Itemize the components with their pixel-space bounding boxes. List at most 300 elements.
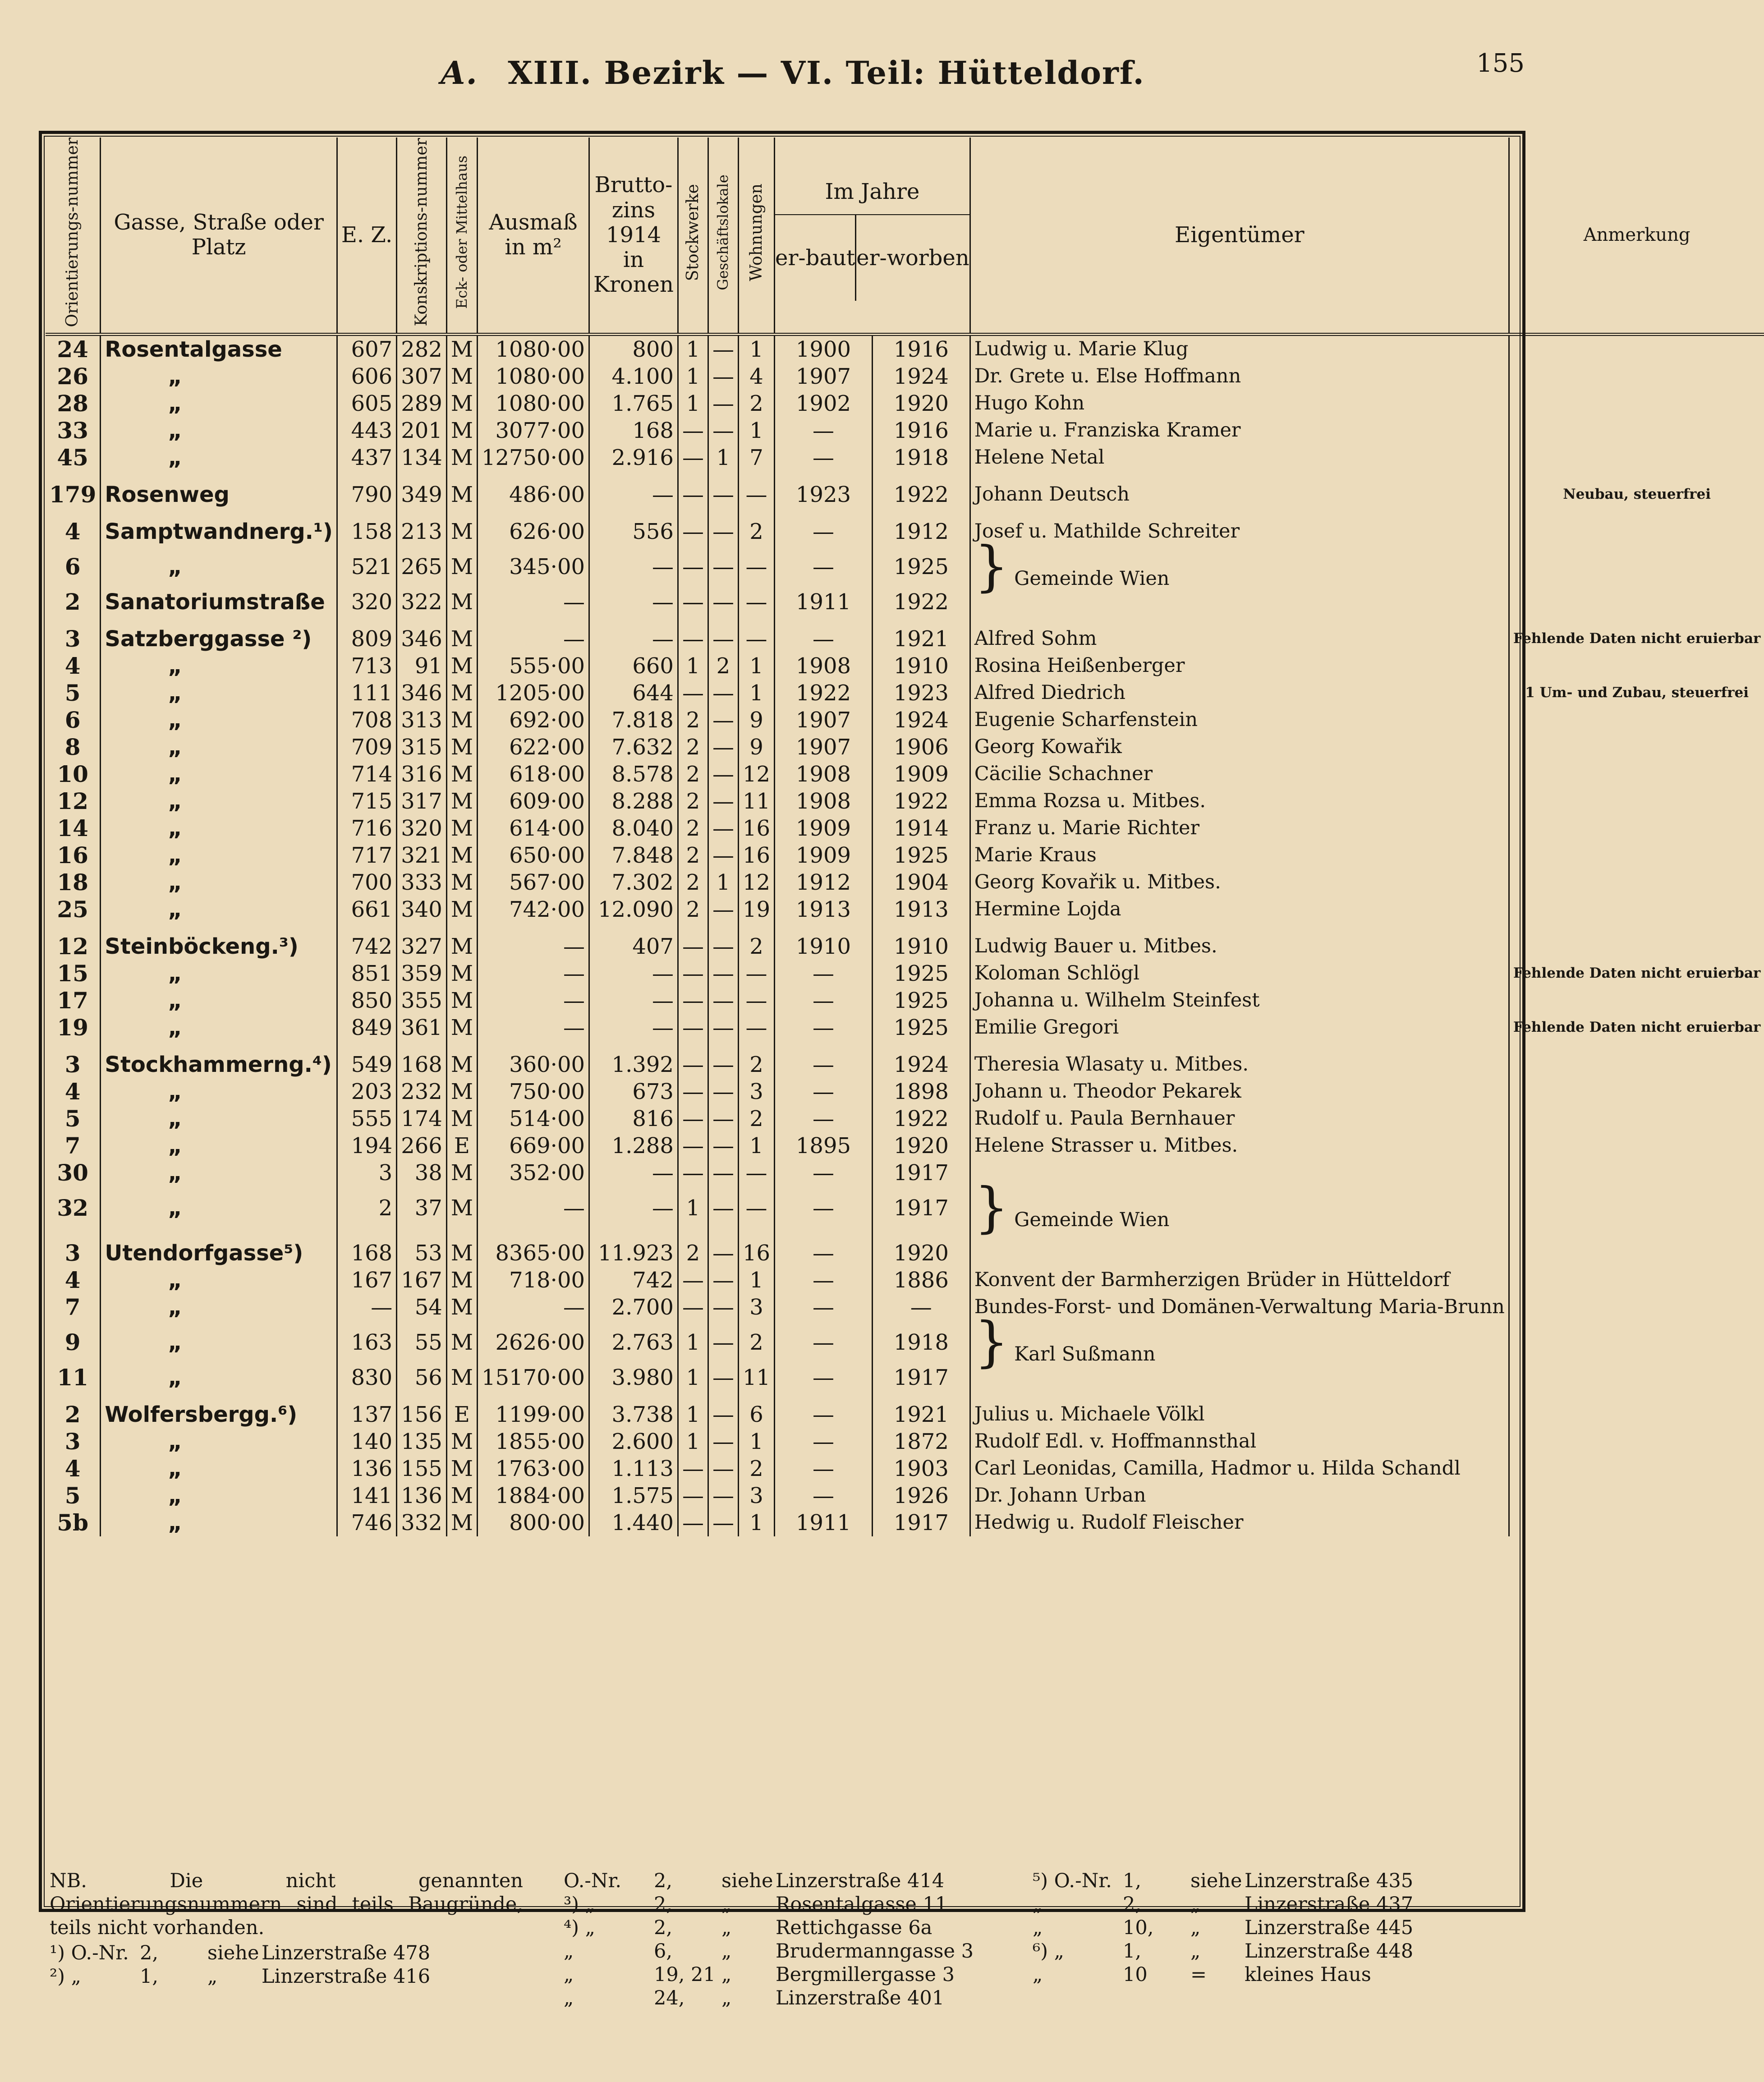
col-konskription: Konskriptions-nummer (397, 138, 447, 334)
col-gasse: Gasse, Straße oder Platz (101, 138, 337, 334)
cell-ez: 141 (337, 1482, 396, 1509)
cell-erworben: 1886 (872, 1267, 970, 1294)
orientierungsnummer: 3 (64, 1428, 81, 1455)
cell-wo: 12 (738, 761, 774, 788)
cell-erworben: 1925 (872, 987, 970, 1014)
cell-wo: — (738, 588, 774, 616)
owner: Ludwig Bauer u. Mitbes. (970, 923, 1509, 960)
cell-wo: 1 (738, 680, 774, 707)
cell-ausmass: 1080·00 (477, 390, 589, 417)
cell-st: — (678, 508, 708, 545)
street-name: „ (101, 417, 337, 444)
anmerkung (1509, 444, 1764, 471)
cell-erworben: 1925 (872, 1014, 970, 1041)
cell-ausmass: 742·00 (477, 896, 589, 923)
cell-gl: — (708, 471, 738, 508)
cell-erbaut: 1909 (775, 815, 873, 842)
col-stockwerke: Stockwerke (678, 138, 708, 334)
cell-erbaut: — (775, 1014, 873, 1041)
table-row (46, 788, 1764, 815)
table-row (46, 390, 1764, 417)
table-row (46, 1078, 1764, 1105)
cell-st: — (678, 960, 708, 987)
orientierungsnummer: 8 (64, 733, 81, 760)
owner: Bundes-Forst- und Domänen-Verwaltung Maria-Brunn (970, 1294, 1509, 1321)
cell-eck: M (446, 1428, 477, 1455)
anmerkung: 1 Um- und Zubau, steuerfrei (1509, 680, 1764, 707)
street-name: „ (101, 1105, 337, 1132)
cell-wo: 12 (738, 869, 774, 896)
cell-zins: 3.738 (589, 1391, 678, 1428)
cell-gl: — (708, 761, 738, 788)
cell-wo: 1 (738, 1132, 774, 1159)
street-name: „ (101, 653, 337, 680)
cell-ausmass: 622·00 (477, 734, 589, 761)
cell-wo: — (738, 960, 774, 987)
cell-eck: M (446, 1105, 477, 1132)
owner: Emma Rozsa u. Mitbes. (970, 788, 1509, 815)
cell-kn: 168 (397, 1041, 447, 1078)
cell-erbaut: — (775, 1455, 873, 1482)
cell-erworben: 1920 (872, 390, 970, 417)
anmerkung (1509, 363, 1764, 390)
cell-erworben: 1920 (872, 1230, 970, 1267)
cell-erbaut: 1911 (775, 1509, 873, 1536)
cell-wo: 2 (738, 390, 774, 417)
col-ausmass: Ausmaß in m² (477, 138, 589, 334)
anmerkung (1509, 588, 1764, 616)
table-frame (39, 131, 1761, 1912)
table-row (46, 1186, 1764, 1230)
cell-gl: — (708, 987, 738, 1014)
cell-wo: 9 (738, 734, 774, 761)
owner: Carl Leonidas, Camilla, Hadmor u. Hilda Schandl (970, 1455, 1509, 1482)
cell-erworben: 1917 (872, 1186, 970, 1230)
cell-zins: 2.916 (589, 444, 678, 471)
cell-eck: M (446, 1041, 477, 1078)
cell-erworben: 1925 (872, 545, 970, 588)
cell-kn: 265 (397, 545, 447, 588)
street-name: Wolfersbergg.⁶) (101, 1391, 337, 1428)
cell-zins: — (589, 471, 678, 508)
cell-ausmass: 618·00 (477, 761, 589, 788)
cell-ez: 443 (337, 417, 396, 444)
cell-eck: M (446, 734, 477, 761)
orientierungsnummer: 4 (64, 518, 81, 545)
anmerkung: Fehlende Daten nicht eruierbar (1509, 616, 1764, 653)
owner: Konvent der Barmherzigen Brüder in Hütteldorf (970, 1267, 1509, 1294)
cell-st: 2 (678, 761, 708, 788)
owner: Ludwig u. Marie Klug (970, 334, 1509, 363)
orientierungsnummer: 7 (64, 1132, 81, 1159)
cell-st: — (678, 444, 708, 471)
col-ez: E. Z. (337, 138, 396, 334)
cell-ausmass: — (477, 1294, 589, 1321)
cell-erbaut: — (775, 444, 873, 471)
cell-kn: 349 (397, 471, 447, 508)
cell-ausmass: 1763·00 (477, 1455, 589, 1482)
table-row (46, 1132, 1764, 1159)
cell-erworben: 1903 (872, 1455, 970, 1482)
cell-ez: — (337, 1294, 396, 1321)
cell-gl: — (708, 334, 738, 363)
cell-zins: 556 (589, 508, 678, 545)
cell-eck: M (446, 1455, 477, 1482)
cell-eck: M (446, 417, 477, 444)
cell-zins: — (589, 987, 678, 1014)
cell-st: 2 (678, 896, 708, 923)
cell-ez: 742 (337, 923, 396, 960)
cell-ez: 709 (337, 734, 396, 761)
cell-st: — (678, 1294, 708, 1321)
cell-ausmass: 626·00 (477, 508, 589, 545)
table-row (46, 1364, 1764, 1391)
street-name: „ (101, 1159, 337, 1186)
footnote-row: „ 2, „ Linzerstraße 437 (1033, 1893, 1414, 1916)
cell-erworben: 1922 (872, 471, 970, 508)
cell-zins: 1.113 (589, 1455, 678, 1482)
cell-erworben: 1916 (872, 334, 970, 363)
cell-zins: 7.848 (589, 842, 678, 869)
cell-ausmass: 750·00 (477, 1078, 589, 1105)
cell-st: — (678, 471, 708, 508)
cell-eck: M (446, 1230, 477, 1267)
table-row (46, 923, 1764, 960)
street-name: Rosenweg (101, 471, 337, 508)
cell-wo: 1 (738, 417, 774, 444)
cell-erworben: 1917 (872, 1509, 970, 1536)
orientierungsnummer: 10 (57, 760, 88, 787)
orientierungsnummer: 5 (64, 679, 81, 706)
cell-ez: 746 (337, 1509, 396, 1536)
orientierungsnummer: 12 (57, 933, 88, 960)
cell-erbaut: — (775, 987, 873, 1014)
cell-kn: 346 (397, 680, 447, 707)
cell-ausmass: 614·00 (477, 815, 589, 842)
cell-ez: 830 (337, 1364, 396, 1391)
street-name: „ (101, 896, 337, 923)
cell-zins: — (589, 1014, 678, 1041)
table-row (46, 987, 1764, 1014)
table-row (46, 545, 1764, 588)
cell-ez: 163 (337, 1321, 396, 1364)
anmerkung (1509, 1230, 1764, 1267)
anmerkung (1509, 896, 1764, 923)
cell-wo: 1 (738, 334, 774, 363)
owner (970, 1310, 1509, 1374)
cell-kn: 333 (397, 869, 447, 896)
cell-gl: — (708, 508, 738, 545)
cell-wo: 16 (738, 815, 774, 842)
owner: Helene Strasser u. Mitbes. (970, 1132, 1509, 1159)
table-row (46, 616, 1764, 653)
cell-st: — (678, 1267, 708, 1294)
anmerkung (1509, 761, 1764, 788)
anmerkung (1509, 842, 1764, 869)
table-row (46, 471, 1764, 508)
cell-ausmass: — (477, 987, 589, 1014)
table-row (46, 653, 1764, 680)
cell-gl: — (708, 788, 738, 815)
cell-erworben: 1925 (872, 842, 970, 869)
cell-wo: 16 (738, 842, 774, 869)
cell-zins: 7.632 (589, 734, 678, 761)
street-name: „ (101, 987, 337, 1014)
cell-st: — (678, 1078, 708, 1105)
footnote-row: „ 24, „ Linzerstraße 401 (564, 1987, 945, 2009)
table-row (46, 680, 1764, 707)
anmerkung (1509, 1391, 1764, 1428)
cell-erworben: 1898 (872, 1078, 970, 1105)
cell-kn: 320 (397, 815, 447, 842)
street-name: Steinböckeng.³) (101, 923, 337, 960)
cell-ez: 549 (337, 1041, 396, 1078)
cell-ez: 3 (337, 1159, 396, 1186)
cell-zins: 742 (589, 1267, 678, 1294)
cell-wo: 2 (738, 1105, 774, 1132)
cell-erworben: 1925 (872, 960, 970, 987)
cell-ausmass: — (477, 616, 589, 653)
cell-erworben: 1910 (872, 653, 970, 680)
cell-gl: — (708, 1509, 738, 1536)
cell-eck: M (446, 896, 477, 923)
cell-erworben: 1913 (872, 896, 970, 923)
cell-ez: 849 (337, 1014, 396, 1041)
cell-erbaut: — (775, 1186, 873, 1230)
cell-gl: — (708, 1230, 738, 1267)
orientierungsnummer: 45 (57, 444, 88, 471)
owner: Josef u. Mathilde Schreiter (970, 508, 1509, 545)
orientierungsnummer: 7 (64, 1293, 81, 1320)
cell-ez: 605 (337, 390, 396, 417)
street-name: „ (101, 869, 337, 896)
cell-erworben: 1912 (872, 508, 970, 545)
footnote-row: „ 19, 21 „ Bergmillergasse 3 (564, 1963, 955, 1986)
cell-kn: 174 (397, 1105, 447, 1132)
cell-gl: — (708, 1186, 738, 1230)
cell-st: 1 (678, 1428, 708, 1455)
cell-zins: 407 (589, 923, 678, 960)
cell-eck: M (446, 707, 477, 734)
owner (970, 588, 1509, 616)
owner: Marie u. Franziska Kramer (970, 417, 1509, 444)
col-wohnungen: Wohnungen (738, 138, 774, 334)
cell-erbaut: 1900 (775, 334, 873, 363)
footnote-col3 (1033, 1869, 1479, 1986)
cell-wo: 2 (738, 923, 774, 960)
cell-erbaut: — (775, 1230, 873, 1267)
footnote-row: O.-Nr. 2, siehe Linzerstraße 414 (564, 1870, 945, 1892)
cell-ez: 661 (337, 896, 396, 923)
cell-wo: 1 (738, 1267, 774, 1294)
cell-kn: 346 (397, 616, 447, 653)
table-row (46, 960, 1764, 987)
cell-erbaut: 1910 (775, 923, 873, 960)
table-row (46, 417, 1764, 444)
cell-ez: 714 (337, 761, 396, 788)
footnote-row: „ 10 = kleines Haus (1033, 1963, 1371, 1986)
cell-st: 1 (678, 1391, 708, 1428)
cell-eck: M (446, 842, 477, 869)
cell-kn: 53 (397, 1230, 447, 1267)
cell-erworben: 1909 (872, 761, 970, 788)
cell-zins: 816 (589, 1105, 678, 1132)
section-letter: A. (441, 54, 478, 92)
table-row (46, 707, 1764, 734)
cell-ausmass: — (477, 960, 589, 987)
cell-eck: M (446, 508, 477, 545)
orientierungsnummer: 5b (57, 1509, 89, 1536)
orientierungsnummer: 6 (64, 706, 81, 733)
cell-ausmass: 650·00 (477, 842, 589, 869)
owner (970, 1176, 1509, 1239)
cell-zins: 8.040 (589, 815, 678, 842)
cell-ez: 158 (337, 508, 396, 545)
street-name: „ (101, 1321, 337, 1364)
cell-st: — (678, 417, 708, 444)
cell-kn: 361 (397, 1014, 447, 1041)
cell-st: — (678, 680, 708, 707)
anmerkung (1509, 987, 1764, 1014)
street-name: „ (101, 1455, 337, 1482)
cell-eck: M (446, 869, 477, 896)
cell-erbaut: 1907 (775, 707, 873, 734)
cell-eck: E (446, 1132, 477, 1159)
anmerkung: Fehlende Daten nicht eruierbar (1509, 1014, 1764, 1041)
cell-zins: 1.440 (589, 1509, 678, 1536)
cell-wo: 9 (738, 707, 774, 734)
cell-kn: 201 (397, 417, 447, 444)
cell-eck: M (446, 390, 477, 417)
anmerkung (1509, 1186, 1764, 1230)
cell-gl: — (708, 960, 738, 987)
cell-kn: 37 (397, 1186, 447, 1230)
owner: Julius u. Michaele Völkl (970, 1391, 1509, 1428)
cell-erworben: — (872, 1294, 970, 1321)
footnote-row: „ 6, „ Brudermanngasse 3 (564, 1940, 974, 1963)
cell-wo: 2 (738, 1041, 774, 1078)
cell-erworben: 1921 (872, 616, 970, 653)
cell-st: 2 (678, 842, 708, 869)
cell-st: — (678, 616, 708, 653)
cell-erbaut: 1908 (775, 788, 873, 815)
cell-wo: 11 (738, 788, 774, 815)
cell-gl: — (708, 1482, 738, 1509)
cell-erbaut: 1911 (775, 588, 873, 616)
cell-eck: M (446, 471, 477, 508)
cell-gl: — (708, 1455, 738, 1482)
orientierungsnummer: 33 (57, 417, 88, 444)
page-title (0, 54, 1585, 92)
cell-erbaut: 1908 (775, 653, 873, 680)
cell-erbaut: 1913 (775, 896, 873, 923)
cell-ausmass: 3077·00 (477, 417, 589, 444)
cell-eck: M (446, 788, 477, 815)
orientierungsnummer: 4 (64, 652, 81, 679)
table-row (46, 334, 1764, 363)
owner: Johann Deutsch (970, 471, 1509, 508)
cell-eck: M (446, 761, 477, 788)
cell-erworben: 1917 (872, 1364, 970, 1391)
owner (970, 1230, 1509, 1267)
street-name: „ (101, 1132, 337, 1159)
cell-erbaut: 1907 (775, 734, 873, 761)
table-row (46, 1482, 1764, 1509)
orientierungsnummer: 17 (57, 987, 88, 1014)
orientierungsnummer: 4 (64, 1266, 81, 1293)
col-bruttozins: Brutto-zins 1914 in Kronen (589, 138, 678, 334)
cell-ez: 555 (337, 1105, 396, 1132)
table-row (46, 444, 1764, 471)
cell-kn: 317 (397, 788, 447, 815)
cell-ez: 194 (337, 1132, 396, 1159)
cell-eck: M (446, 987, 477, 1014)
table-row (46, 734, 1764, 761)
cell-eck: M (446, 1364, 477, 1391)
cell-erbaut: 1912 (775, 869, 873, 896)
cell-wo: — (738, 616, 774, 653)
street-name: Utendorfgasse⁵) (101, 1230, 337, 1267)
cell-gl: — (708, 545, 738, 588)
col-orientierungsnummer: Orientierungs-nummer (46, 138, 101, 334)
owner: Rudolf u. Paula Bernhauer (970, 1105, 1509, 1132)
anmerkung: Neubau, steuerfrei (1509, 471, 1764, 508)
cell-ez: 850 (337, 987, 396, 1014)
cell-kn: 167 (397, 1267, 447, 1294)
owner: Rosina Heißenberger (970, 653, 1509, 680)
anmerkung (1509, 1364, 1764, 1391)
street-name: „ (101, 1294, 337, 1321)
street-name: „ (101, 390, 337, 417)
orientierungsnummer: 24 (57, 336, 88, 363)
col-im-jahre: Im Jahre er-baut er-worben (775, 138, 970, 334)
cell-kn: 282 (397, 334, 447, 363)
cell-ausmass: 2626·00 (477, 1321, 589, 1364)
orientierungsnummer: 18 (57, 869, 88, 896)
cell-st: — (678, 1482, 708, 1509)
owner: Georg Kovařik u. Mitbes. (970, 869, 1509, 896)
cell-gl: — (708, 1041, 738, 1078)
orientierungsnummer: 5 (64, 1482, 81, 1509)
cell-ausmass: 1080·00 (477, 334, 589, 363)
table-row (46, 508, 1764, 545)
cell-kn: 327 (397, 923, 447, 960)
cell-ez: 716 (337, 815, 396, 842)
footnote-row: ³) „ 2, „ Rosentalgasse 11 (564, 1893, 948, 1916)
anmerkung (1509, 417, 1764, 444)
anmerkung (1509, 1455, 1764, 1482)
street-name: „ (101, 680, 337, 707)
street-name: „ (101, 1428, 337, 1455)
street-name: „ (101, 960, 337, 987)
cell-zins: 800 (589, 334, 678, 363)
orientierungsnummer: 9 (64, 1328, 81, 1356)
orientierungsnummer: 4 (64, 1455, 81, 1482)
cell-zins: 2.700 (589, 1294, 678, 1321)
anmerkung (1509, 390, 1764, 417)
orientierungsnummer: 5 (64, 1105, 81, 1132)
cell-erbaut: — (775, 1159, 873, 1186)
cell-erbaut: 1902 (775, 390, 873, 417)
col-anmerkung: Anmerkung (1509, 138, 1764, 334)
cell-erbaut: — (775, 960, 873, 987)
owner (970, 1364, 1509, 1391)
owner: Johann u. Theodor Pekarek (970, 1078, 1509, 1105)
cell-zins: 8.288 (589, 788, 678, 815)
cell-gl: — (708, 1391, 738, 1428)
cell-ez: 203 (337, 1078, 396, 1105)
cell-ez: 790 (337, 471, 396, 508)
